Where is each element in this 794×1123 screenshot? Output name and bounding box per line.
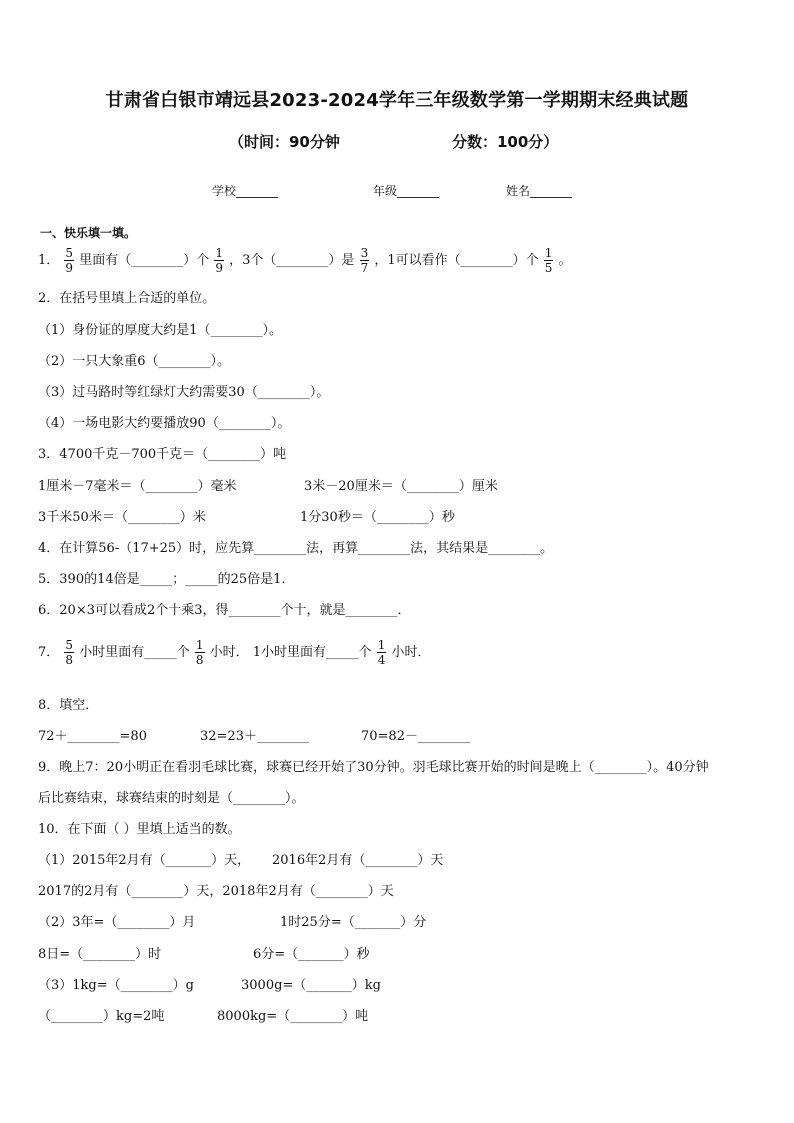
exam-score: 分数：100分） — [452, 133, 559, 151]
fraction: $\frac{5}{9}$ — [65, 246, 74, 275]
question-item: （2）3年=（________）月 — [38, 915, 196, 930]
question-item: （3）1kg=（________）g — [38, 978, 194, 993]
question-3: 3．4700千克－700千克＝（________）吨 — [38, 447, 287, 462]
page-title: 甘肃省白银市靖远县2023-2024学年三年级数学第一学期期末经典试题 — [105, 90, 689, 111]
question-item: 8000kg=（________）吨 — [217, 1009, 369, 1024]
question-item: 3千米50米＝（________）米 — [38, 510, 206, 525]
fraction: $\frac{1}{5}$ — [544, 246, 553, 275]
fraction: $\frac{3}{7}$ — [360, 246, 369, 275]
question-8: 8．填空． — [38, 698, 99, 713]
question-item: 3米－20厘米＝（________）厘米 — [304, 479, 498, 494]
question-item: 3000g=（_______）kg — [241, 978, 381, 993]
question-item: （4）一场电影大约要播放90（________）。 — [38, 416, 291, 431]
question-item: 2016年2月有（________）天 — [272, 853, 444, 868]
fraction: $\frac{1}{4}$ — [377, 638, 386, 667]
fraction: $\frac{1}{8}$ — [195, 638, 204, 667]
question-text: 小时． — [391, 645, 431, 660]
question-item: （1）身份证的厚度大约是1（________）。 — [38, 323, 283, 338]
question-item: 72＋________=80 — [38, 729, 147, 744]
name-field: 姓名_______ — [506, 184, 573, 198]
question-9-cont: 后比赛结束，球赛结束的时刻是（________）。 — [38, 791, 305, 806]
question-10: 10．在下面（ ）里填上适当的数。 — [38, 822, 241, 837]
exam-time: （时间：90分钟 — [229, 133, 340, 151]
question-text: 里面有（________）个 — [79, 253, 210, 268]
question-7 — [38, 638, 430, 667]
question-item: 6分=（_______）秒 — [253, 947, 370, 962]
fraction: $\frac{1}{9}$ — [215, 246, 223, 275]
question-1 — [38, 246, 572, 275]
question-6: 6．20×3可以看成2个十乘3，得________个十，就是________． — [38, 603, 411, 618]
grade-field: 年级_______ — [373, 184, 440, 198]
question-item: （1）2015年2月有（_______）天， — [38, 853, 251, 868]
question-item: 1分30秒＝（________）秒 — [300, 510, 455, 525]
fraction: $\frac{5}{8}$ — [65, 638, 74, 667]
question-2: 2．在括号里填上合适的单位。 — [38, 291, 216, 306]
question-5: 5．390的14倍是_____；_____的25倍是1． — [38, 572, 295, 587]
question-4: 4．在计算56-（17+25）时，应先算________法，再算________法，其结果是________。 — [38, 541, 554, 556]
school-field: 学校_______ — [212, 184, 279, 198]
question-item: （________）kg=2吨 — [38, 1009, 165, 1024]
question-item: 8日=（________）时 — [38, 947, 162, 962]
question-number: 7． — [38, 645, 60, 660]
question-9: 9．晚上7：20小明正在看羽毛球比赛，球赛已经开始了30分钟。羽毛球比赛开始的时间是晚上（________）。40分钟 — [38, 760, 709, 775]
question-text: ，1可以看作（________）个 — [374, 253, 539, 268]
question-item: 2017的2月有（________）天，2018年2月有（________）天 — [38, 884, 394, 899]
question-text: ，3个（________）是 — [229, 253, 355, 268]
question-item: 70=82－________ — [361, 729, 470, 744]
section-heading: 一、快乐填一填。 — [40, 226, 137, 240]
question-number: 1． — [38, 253, 60, 268]
question-text: 小时． 1小时里面有_____个 — [209, 645, 372, 660]
question-item: 32=23＋________ — [200, 729, 309, 744]
question-item: （2）一只大象重6（________）。 — [38, 354, 231, 369]
question-item: （3）过马路时等红绿灯大约需要30（________）。 — [38, 385, 330, 400]
question-item: 1时25分=（_______）分 — [280, 915, 427, 930]
question-item: 1厘米－7毫米＝（________）毫米 — [38, 479, 237, 494]
question-text: 小时里面有_____个 — [79, 645, 190, 660]
question-text: 。 — [558, 253, 572, 268]
